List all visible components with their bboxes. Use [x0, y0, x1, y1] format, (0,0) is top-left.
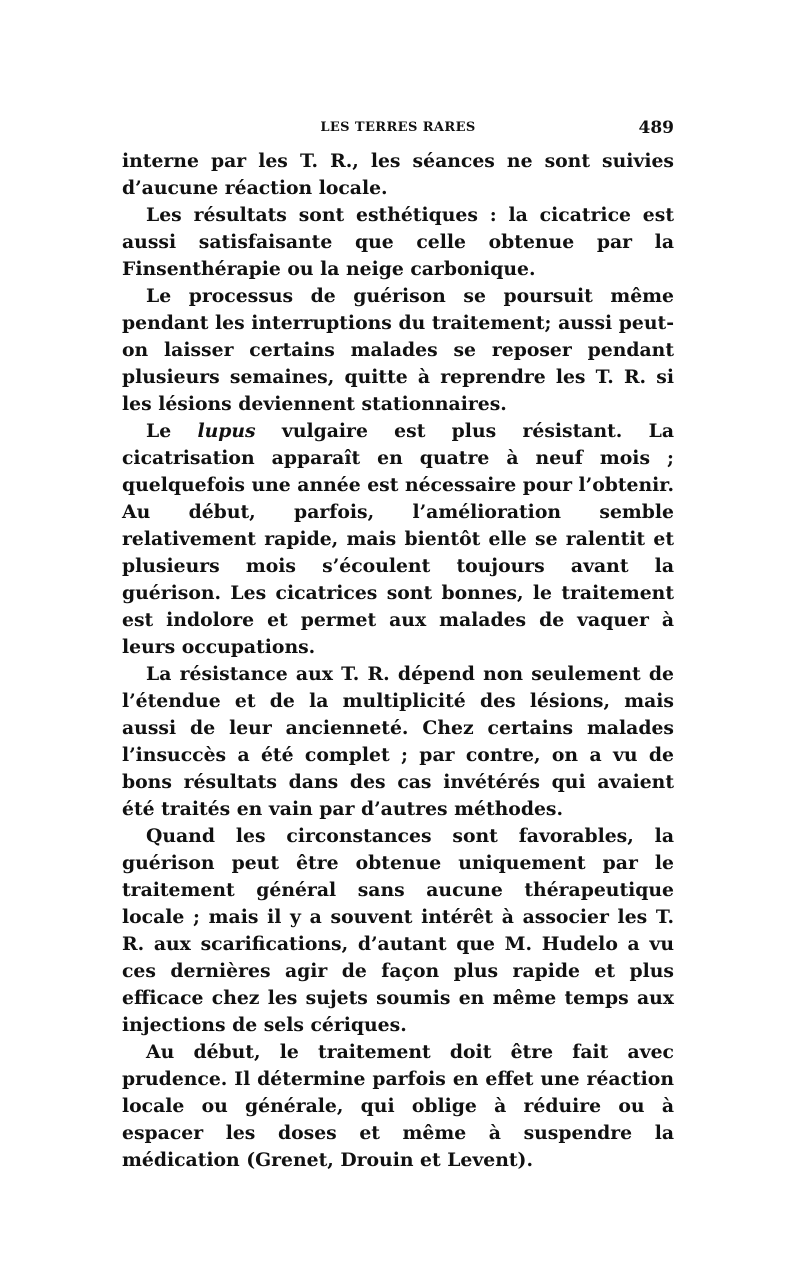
lupus-prefix: Le — [146, 420, 198, 442]
paragraph-aesthetic-results: Les résultats sont esthétiques : la cicatrice est aussi satisfaisante que celle obtenue par la Finsenthérapie ou la neige carbonique. — [122, 204, 674, 280]
paragraph-continuation: interne par les T. R., les séances ne sont suivies d’aucune réaction locale. — [122, 150, 674, 199]
page-number: 489 — [638, 118, 674, 138]
lupus-rest: vulgaire est plus résistant. La cicatrisation apparaît en quatre à neuf mois ; quelquefois une année est nécessaire pour l’obtenir. Au début, parfois, l’amélioration semble relativement rapide, mais bientôt elle se ralentit et plusieurs mois s’écoulent toujours avant la guérison. Les cicatrices sont bonnes, le traitement est indolore et permet aux malades de vaquer à leurs occupations. — [122, 420, 674, 658]
running-head — [122, 116, 674, 140]
running-title: LES TERRES RARES — [320, 120, 476, 135]
paragraph-favorable-circumstances: Quand les circonstances sont favorables, la guérison peut être obtenue uniquement par le traitement général sans aucune thérapeutique locale ; mais il y a souvent intérêt à associer les T. R. aux scarifications, d’autant que M. Hudelo a vu ces dernières agir de façon plus rapide et plus efficace chez les sujets soumis en même temps aux injections de sels cériques. — [122, 825, 674, 1036]
lupus-italic: lupus — [197, 420, 256, 442]
paragraph-resistance: La résistance aux T. R. dépend non seulement de l’étendue et de la multiplicité des lésions, mais aussi de leur ancienneté. Chez certains malades l’insuccès a été complet ; par contre, on a vu de bons résultats dans des cas invétérés qui avaient été traités en vain par d’autres méthodes. — [122, 663, 674, 820]
paragraph-healing-process: Le processus de guérison se poursuit même pendant les interruptions du traitement; aussi peut-on laisser certains malades se reposer pendant plusieurs semaines, quitte à reprendre les T. R. si les lésions deviennent stationnaires. — [122, 285, 674, 415]
paragraph-lupus-vulgaris — [122, 418, 674, 661]
paragraph-prudence: Au début, le traitement doit être fait avec prudence. Il détermine parfois en effet une réaction locale ou générale, qui oblige à réduire ou à espacer les doses et même à suspendre la médication (Grenet, Drouin et Levent). — [122, 1041, 674, 1171]
body-text — [122, 148, 674, 1174]
